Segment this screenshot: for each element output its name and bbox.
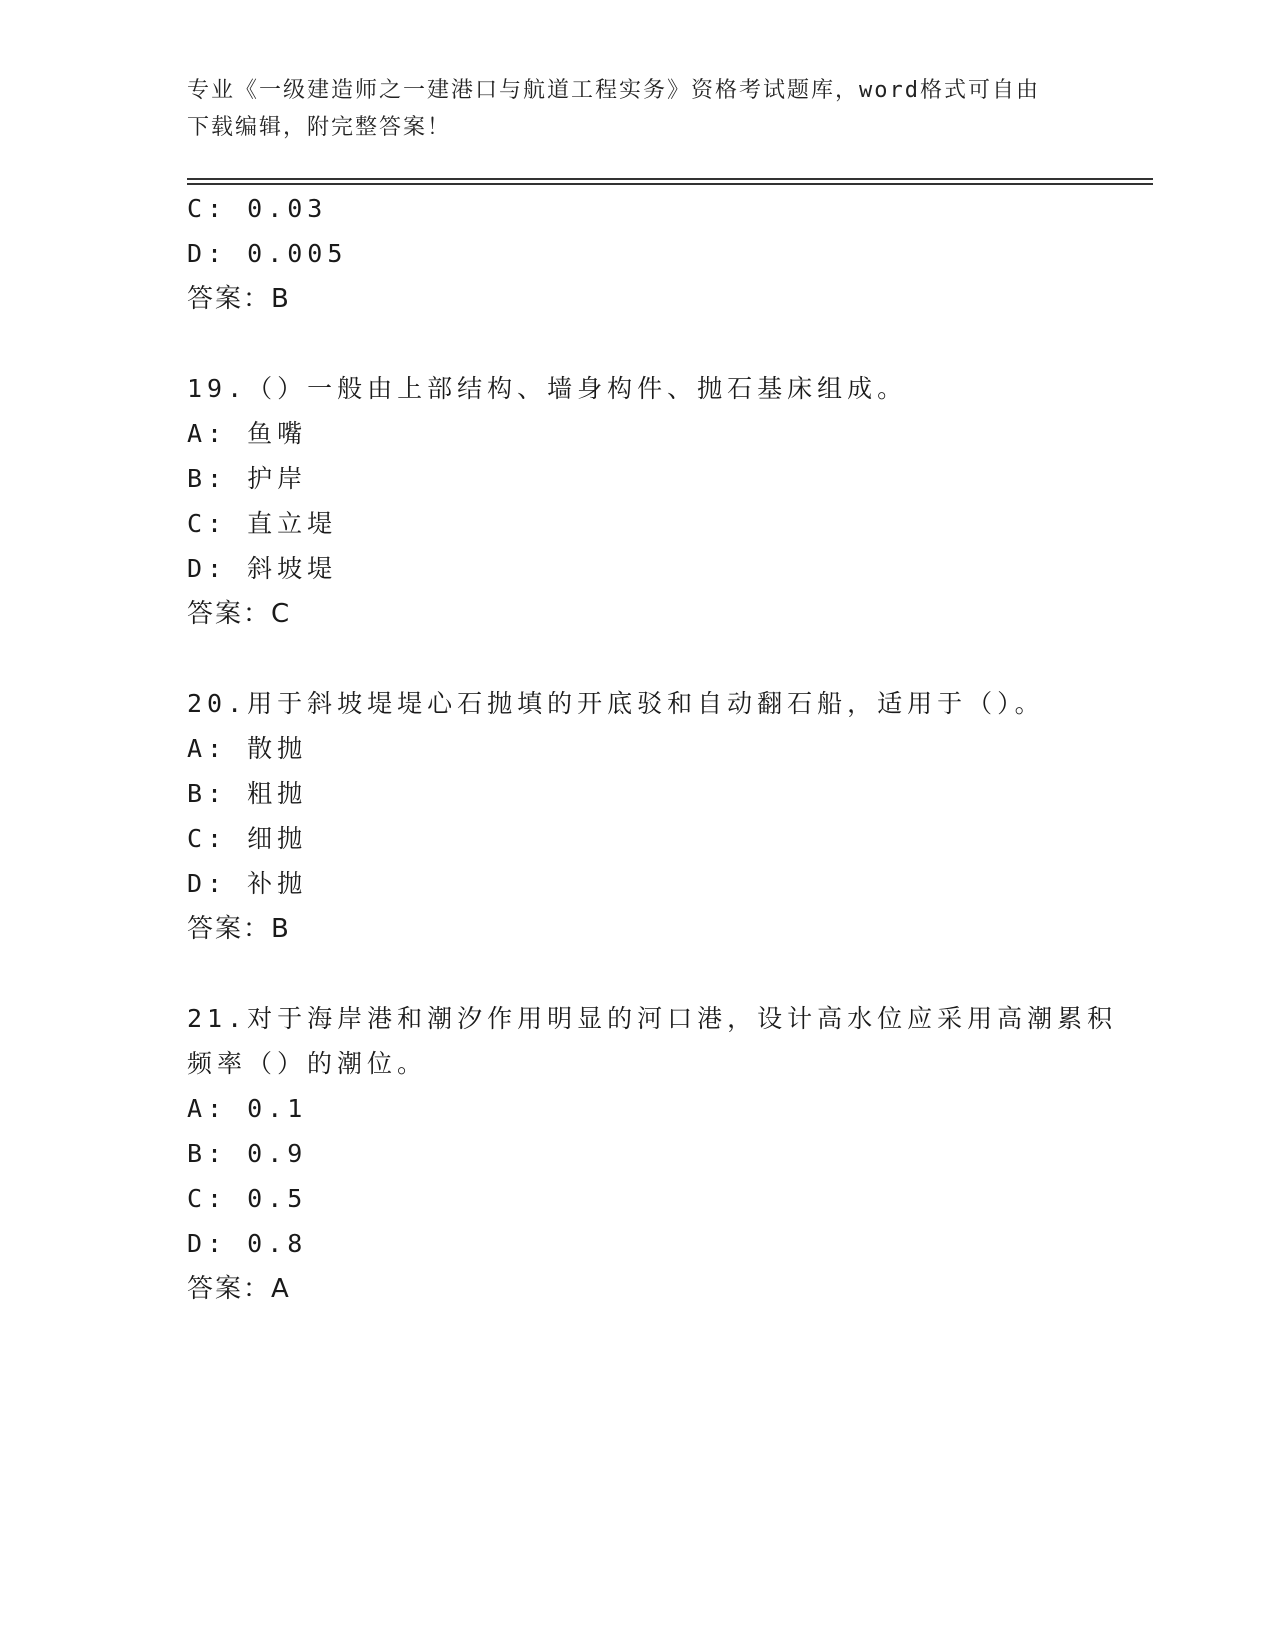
header-line-2: 下载编辑，附完整答案！ <box>187 115 452 140</box>
q21-option-a: A: 0.1 <box>187 1094 308 1123</box>
q19-option-d: D: 斜坡堤 <box>187 554 338 583</box>
document-header <box>187 72 1067 146</box>
q19-option-a: A: 鱼嘴 <box>187 419 308 448</box>
q21-answer: 答案：A <box>187 1274 291 1304</box>
q19-option-c: C: 直立堤 <box>187 509 338 538</box>
q20-option-a: A: 散抛 <box>187 734 308 763</box>
q20-question: 20.用于斜坡堤堤心石抛填的开底驳和自动翻石船，适用于（）。 <box>187 689 1045 718</box>
header-divider-top <box>187 178 1153 180</box>
q21-question-line-1: 21.对于海岸港和潮汐作用明显的河口港，设计高水位应采用高潮累积 <box>187 1004 1118 1033</box>
q20-option-d: D: 补抛 <box>187 869 308 898</box>
header-divider-bottom <box>187 183 1153 185</box>
q21-option-b: B: 0.9 <box>187 1139 308 1168</box>
q20-answer: 答案：B <box>187 914 291 944</box>
q19-question: 19.（）一般由上部结构、墙身构件、抛石基床组成。 <box>187 374 908 403</box>
header-line-1: 专业《一级建造师之一建港口与航道工程实务》资格考试题库，word格式可自由 <box>187 78 1040 103</box>
q19-answer: 答案：C <box>187 599 292 629</box>
q21-question-line-2: 频率（）的潮位。 <box>187 1049 428 1078</box>
q19-option-b: B: 护岸 <box>187 464 308 493</box>
q21-option-c: C: 0.5 <box>187 1184 308 1213</box>
q20-option-b: B: 粗抛 <box>187 779 308 808</box>
q18-option-c: C: 0.03 <box>187 194 328 223</box>
q18-answer: 答案：B <box>187 284 291 314</box>
q20-option-c: C: 细抛 <box>187 824 308 853</box>
q21-option-d: D: 0.8 <box>187 1229 308 1258</box>
q18-option-d: D: 0.005 <box>187 239 348 268</box>
